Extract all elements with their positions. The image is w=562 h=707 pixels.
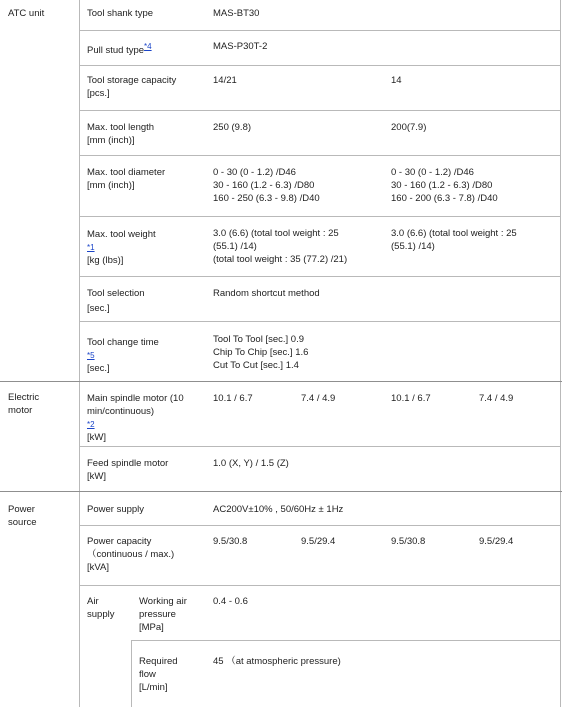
footnote-link-2[interactable]: *2 <box>87 420 95 429</box>
section-divider <box>0 381 562 382</box>
label-line: Working air <box>139 596 187 607</box>
value-line: Tool To Tool [sec.] 0.9 <box>213 334 305 345</box>
value-line: 0 - 30 (0 - 1.2) /D46 <box>213 167 296 178</box>
label-line: Main spindle motor (10 <box>87 393 184 404</box>
label-line <box>87 228 156 254</box>
label-line: Max. tool diameter <box>87 167 166 178</box>
label-line: [sec.] <box>87 363 110 374</box>
label-line: [pcs.] <box>87 88 110 99</box>
label-line: （continuous / max.) <box>87 549 175 560</box>
row-label-tool-selection <box>87 287 145 315</box>
label-line: Power capacity <box>87 536 152 547</box>
section-electric-motor <box>8 391 39 417</box>
row-label-main-spindle <box>87 392 184 444</box>
sublabel-working-air-pressure <box>139 595 187 634</box>
value-max-length-1: 250 (9.8) <box>213 122 252 133</box>
section-power-source <box>8 503 37 529</box>
value-power-capacity-3: 9.5/30.8 <box>391 536 426 547</box>
row-divider <box>79 110 561 111</box>
value-pull-stud: MAS-P30T-2 <box>213 41 268 52</box>
row-divider <box>79 525 561 526</box>
label-line: [sec.] <box>87 303 110 314</box>
row-divider <box>79 585 561 586</box>
row-divider <box>79 30 561 31</box>
row-label-pull-stud <box>87 40 152 57</box>
row-label-max-length <box>87 121 154 147</box>
value-line: Chip To Chip [sec.] 1.6 <box>213 347 309 358</box>
value-power-capacity-1: 9.5/30.8 <box>213 536 248 547</box>
label-line: [kW] <box>87 432 106 443</box>
value-power-capacity-4: 9.5/29.4 <box>479 536 514 547</box>
value-line: 30 - 160 (1.2 - 6.3) /D80 <box>391 180 493 191</box>
value-line: 0 - 30 (0 - 1.2) /D46 <box>391 167 474 178</box>
section-divider <box>0 491 562 492</box>
label-line: supply <box>87 609 115 620</box>
row-divider <box>79 65 561 66</box>
value-tool-selection: Random shortcut method <box>213 288 320 299</box>
column-divider-right <box>560 0 561 707</box>
row-label-tool-shank: Tool shank type <box>87 8 154 19</box>
section-electric-motor-line: Electric <box>8 392 40 403</box>
row-divider <box>131 640 561 641</box>
label-line: [mm (inch)] <box>87 135 135 146</box>
value-storage-2: 14 <box>391 75 402 86</box>
section-power-source-line: Power <box>8 504 35 515</box>
value-max-diameter-2 <box>391 166 498 205</box>
value-line: Cut To Cut [sec.] 1.4 <box>213 360 299 371</box>
row-divider <box>79 276 561 277</box>
value-max-weight-2 <box>391 227 517 253</box>
pull-stud-label-text: Pull stud type <box>87 45 145 56</box>
label-line: Max. tool length <box>87 122 155 133</box>
footnote-link-5[interactable]: *5 <box>87 351 95 360</box>
column-divider-left <box>79 0 80 707</box>
label-line: flow <box>139 669 156 680</box>
tool-change-label-text: Tool change time <box>87 337 159 348</box>
value-tool-change <box>213 333 308 372</box>
label-line: [MPa] <box>139 622 164 633</box>
value-working-air-pressure: 0.4 - 0.6 <box>213 596 248 607</box>
row-label-max-weight <box>87 228 156 267</box>
value-power-capacity-2: 9.5/29.4 <box>301 536 336 547</box>
footnote-link-4[interactable]: *4 <box>144 42 152 51</box>
row-label-tool-change <box>87 336 159 375</box>
row-label-max-diameter <box>87 166 165 192</box>
label-line <box>87 336 159 362</box>
value-line: 30 - 160 (1.2 - 6.3) /D80 <box>213 180 315 191</box>
label-line: Required <box>139 656 178 667</box>
value-main-spindle-4: 7.4 / 4.9 <box>479 393 514 404</box>
section-atc-unit: ATC unit <box>8 8 45 19</box>
label-line: Air <box>87 596 99 607</box>
row-divider <box>79 321 561 322</box>
value-line: (55.1) /14) <box>391 241 435 252</box>
value-line: 3.0 (6.6) (total tool weight : 25 <box>391 228 517 239</box>
value-tool-shank: MAS-BT30 <box>213 8 260 19</box>
value-line: 160 - 200 (6.3 - 7.8) /D40 <box>391 193 498 204</box>
value-main-spindle-2: 7.4 / 4.9 <box>301 393 336 404</box>
main-spindle-label-text: min/continuous) <box>87 406 155 417</box>
row-label-storage <box>87 74 176 100</box>
max-weight-label-text: Max. tool weight <box>87 229 156 240</box>
value-line: (55.1) /14) <box>213 241 257 252</box>
section-power-source-line: source <box>8 517 37 528</box>
air-subcolumn-divider <box>131 640 132 707</box>
value-feed-spindle: 1.0 (X, Y) / 1.5 (Z) <box>213 458 289 469</box>
value-storage-1: 14/21 <box>213 75 237 86</box>
value-max-length-2: 200(7.9) <box>391 122 427 133</box>
label-line <box>87 405 184 431</box>
value-max-diameter-1 <box>213 166 320 205</box>
sublabel-required-flow <box>139 655 178 694</box>
value-power-supply: AC200V±10% , 50/60Hz ± 1Hz <box>213 504 344 515</box>
label-line: [kg (lbs)] <box>87 255 124 266</box>
value-max-weight-1 <box>213 227 347 266</box>
footnote-link-1[interactable]: *1 <box>87 243 95 252</box>
label-line: [kW] <box>87 471 106 482</box>
row-label-power-capacity <box>87 535 174 574</box>
label-line: Feed spindle motor <box>87 458 169 469</box>
label-line: Tool storage capacity <box>87 75 177 86</box>
label-line: Tool selection <box>87 288 145 299</box>
row-divider <box>79 155 561 156</box>
label-line: [L/min] <box>139 682 168 693</box>
value-main-spindle-1: 10.1 / 6.7 <box>213 393 253 404</box>
row-divider <box>79 446 561 447</box>
value-line: 3.0 (6.6) (total tool weight : 25 <box>213 228 339 239</box>
row-divider <box>79 216 561 217</box>
row-label-air-supply <box>87 595 114 621</box>
row-label-feed-spindle <box>87 457 168 483</box>
label-line: [kVA] <box>87 562 109 573</box>
section-electric-motor-line: motor <box>8 405 33 416</box>
label-line: pressure <box>139 609 176 620</box>
value-line: 160 - 250 (6.3 - 9.8) /D40 <box>213 193 320 204</box>
value-required-flow: 45 （at atmospheric pressure) <box>213 656 341 667</box>
value-main-spindle-3: 10.1 / 6.7 <box>391 393 431 404</box>
label-line: [mm (inch)] <box>87 180 135 191</box>
row-label-power-supply: Power supply <box>87 504 145 515</box>
value-line: (total tool weight : 35 (77.2) /21) <box>213 254 348 265</box>
